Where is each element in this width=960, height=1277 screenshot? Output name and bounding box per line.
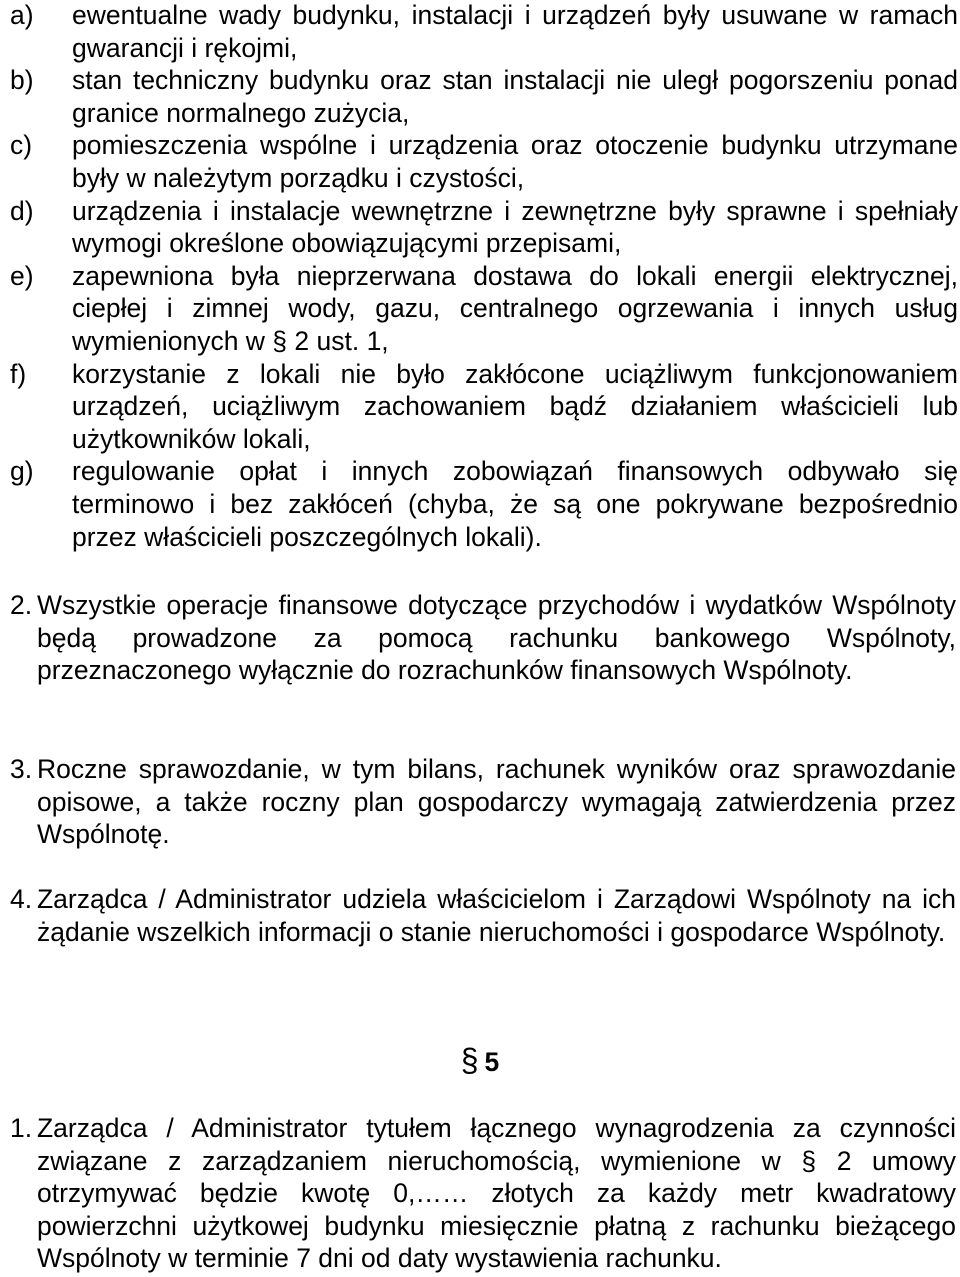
section-point-1	[10, 1112, 956, 1275]
point-4	[10, 883, 956, 948]
point-number: 4.	[10, 884, 33, 914]
list-item-text: pomieszczenia wspólne i urządzenia oraz otoczenie budynku utrzymane były w należytym porządku i czystości,	[72, 130, 958, 193]
point-number: 3.	[10, 754, 33, 784]
list-item-c	[10, 129, 958, 194]
point-text: Roczne sprawozdanie, w tym bilans, rachunek wyników oraz sprawozdanie opisowe, a także roczny plan gospodarczy wymagają zatwierdzenia przez Wspólnotę.	[37, 754, 956, 850]
section-sign: §	[460, 1042, 479, 1078]
point-number: 1.	[10, 1113, 33, 1143]
list-item-text: zapewniona była nieprzerwana dostawa do lokali energii elektrycznej, ciepłej i zimnej wody, gazu, centralnego ogrzewania i innych usług wymienionych w § 2 ust. 1,	[72, 260, 958, 356]
list-item-d	[10, 195, 958, 260]
sub-item-list	[10, 0, 958, 553]
point-text: Zarządca / Administrator tytułem łącznego wynagrodzenia za czynności związane z zarządzaniem nieruchomością, wymienione w § 2 umowy otrzymywać będzie kwotę 0,…… złotych za każdy metr kwadratowy powierzchni użytkowej budynku miesięcznie płatną z rachunku bieżącego Wspólnoty w terminie 7 dni od daty wystawienia rachunku.	[37, 1113, 956, 1274]
point-text: Wszystkie operacje finansowe dotyczące przychodów i wydatków Wspólnoty będą prowadzone za pomocą rachunku bankowego Wspólnoty, przeznaczonego wyłącznie do rozrachunków finansowych Wspólnoty.	[37, 590, 956, 686]
list-marker: d)	[10, 195, 34, 226]
list-item-e	[10, 260, 958, 358]
list-marker: a)	[10, 0, 34, 30]
point-3	[10, 753, 956, 851]
list-marker: b)	[10, 65, 34, 96]
list-marker: c)	[10, 130, 33, 161]
list-item-b	[10, 64, 958, 129]
list-item-text: stan techniczny budynku oraz stan instalacji nie uległ pogorszeniu ponad granice normalnego zużycia,	[72, 65, 958, 128]
section-number: 5	[484, 1047, 500, 1077]
point-number: 2.	[10, 590, 33, 620]
list-item-text: urządzenia i instalacje wewnętrzne i zewnętrzne były sprawne i spełniały wymogi określone obowiązującymi przepisami,	[72, 195, 958, 259]
list-item-a	[10, 0, 958, 64]
list-marker: e)	[10, 260, 34, 291]
point-2	[10, 589, 956, 687]
section-heading	[0, 1044, 960, 1078]
list-marker: g)	[10, 456, 34, 487]
list-item-g	[10, 455, 958, 553]
list-marker: f)	[10, 358, 27, 389]
point-text: Zarządca / Administrator udziela właścicielom i Zarządowi Wspólnoty na ich żądanie wszelkich informacji o stanie nieruchomości i gospodarce Wspólnoty.	[37, 884, 956, 947]
list-item-text: korzystanie z lokali nie było zakłócone uciążliwym funkcjonowaniem urządzeń, uciążliwym zachowaniem bądź działaniem właścicieli lub użytkowników lokali,	[72, 358, 958, 454]
list-item-text: ewentualne wady budynku, instalacji i urządzeń były usuwane w ramach gwarancji i rękojmi,	[72, 0, 958, 63]
list-item-f	[10, 358, 958, 456]
list-item-text: regulowanie opłat i innych zobowiązań finansowych odbywało się terminowo i bez zakłóceń (chyba, że są one pokrywane bezpośrednio przez właścicieli poszczególnych lokali).	[72, 456, 958, 552]
